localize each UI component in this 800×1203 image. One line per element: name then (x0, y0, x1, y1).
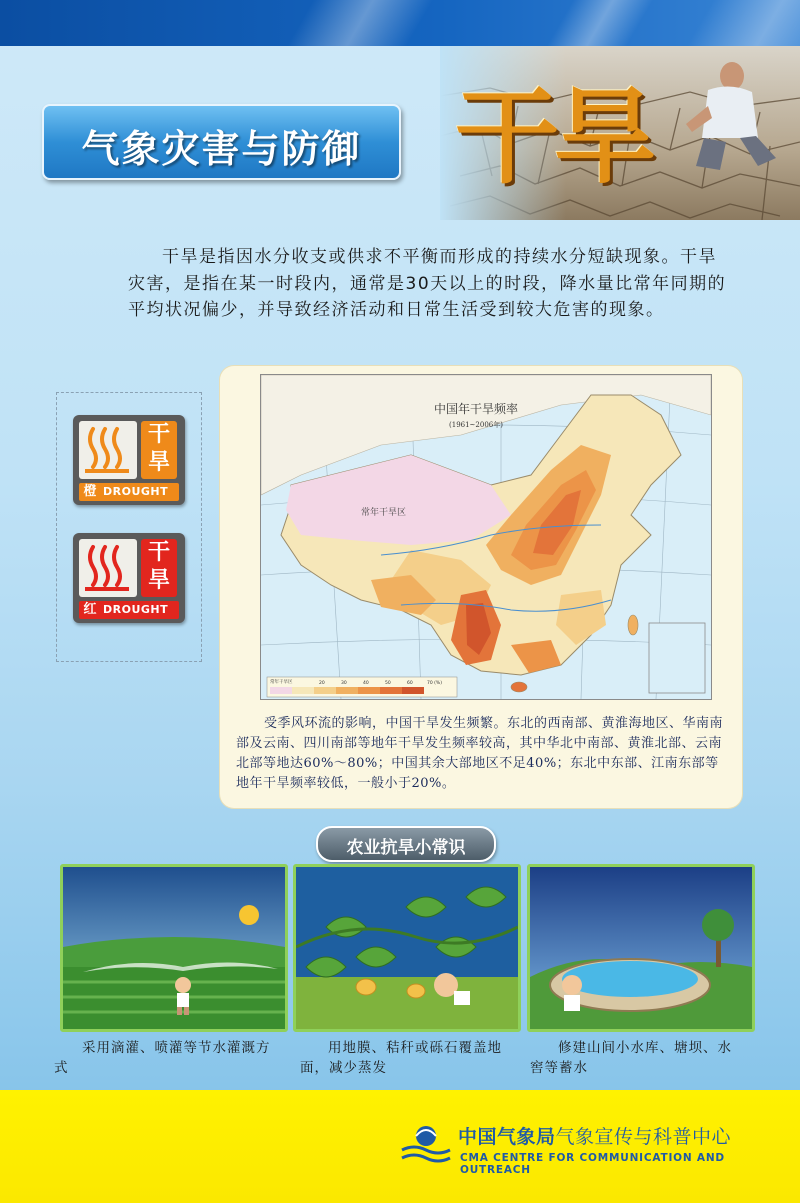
heat-wave-icon (79, 421, 137, 479)
signal-level: 红 (83, 602, 97, 617)
topic-title: 干旱 (455, 76, 652, 198)
drought-frequency-map-card (220, 366, 742, 808)
map-subtitle: (1961~2006年) (449, 421, 503, 429)
tip-image-irrigation (60, 864, 288, 1032)
tips-section-title: 农业抗旱小常识 (346, 838, 466, 858)
series-title: 气象灾害与防御 (81, 127, 362, 171)
intro-paragraph: 干旱是指因水分收支或供求不平衡而形成的持续水分短缺现象。干旱灾害，是指在某一时段内，通常是30天以上的时段，降水量比常年同期的平均状况偏少，并导致经济活动和日常生活受到较大危害的现象。 (128, 247, 727, 320)
cma-logo-icon (398, 1120, 454, 1168)
tip-caption-irrigation: 采用滴灌、喷灌等节水灌溉方式 (54, 1040, 271, 1076)
signal-name: 干旱 (141, 421, 177, 479)
org-name-cn: 中国气象局气象宣传与科普中心 (458, 1126, 732, 1148)
red-drought-signal (73, 533, 185, 623)
org-name-en: CMA CENTRE FOR COMMUNICATION AND OUTREACH (460, 1152, 725, 1176)
signal-level-bar (79, 601, 179, 619)
series-title-box (42, 104, 401, 180)
arid-region-label: 常年干旱区 (361, 508, 407, 518)
legend-tick: 60 (407, 681, 413, 686)
legend-tick: 20 (319, 681, 325, 686)
tip-image-mulch (293, 864, 521, 1032)
map-title: 中国年干旱频率 (433, 402, 519, 416)
china-drought-map (260, 374, 712, 700)
signal-level: 橙 (83, 484, 97, 499)
legend-tick: 40 (363, 681, 369, 686)
tips-section-title-box (316, 826, 496, 862)
signal-name: 干旱 (141, 539, 177, 597)
tip-caption-reservoir: 修建山间小水库、塘坝、水窖等蓄水 (530, 1040, 732, 1076)
top-banner (0, 0, 800, 46)
map-legend (267, 677, 457, 697)
signal-level-bar (79, 483, 179, 501)
tip-image-reservoir (527, 864, 755, 1032)
sun-icon (239, 905, 259, 925)
signal-english: DROUGHT (103, 603, 169, 616)
footer (0, 1090, 800, 1203)
legend-tick: 50 (385, 681, 391, 686)
orange-drought-signal (73, 415, 185, 505)
legend-tick: 30 (341, 681, 347, 686)
tip-caption-mulch: 用地膜、秸秆或砾石覆盖地面，减少蒸发 (300, 1040, 502, 1076)
legend-tick: 70 (%) (427, 681, 442, 686)
warning-signal-panel (56, 392, 202, 662)
legend-title: 常年干旱区 (270, 680, 293, 685)
map-caption: 受季风环流的影响，中国干旱发生频繁。东北的西南部、黄淮海地区、华南南部及云南、四川南部等地年干旱发生频率较高，其中华北中南部、黄淮北部、云南北部等地达60%～80%；中国其余大部地区不足40%；东北中东部、江南东部等地年干旱频率较低，一般小于20%。 (236, 716, 724, 791)
heat-wave-icon (79, 539, 137, 597)
signal-english: DROUGHT (103, 485, 169, 498)
